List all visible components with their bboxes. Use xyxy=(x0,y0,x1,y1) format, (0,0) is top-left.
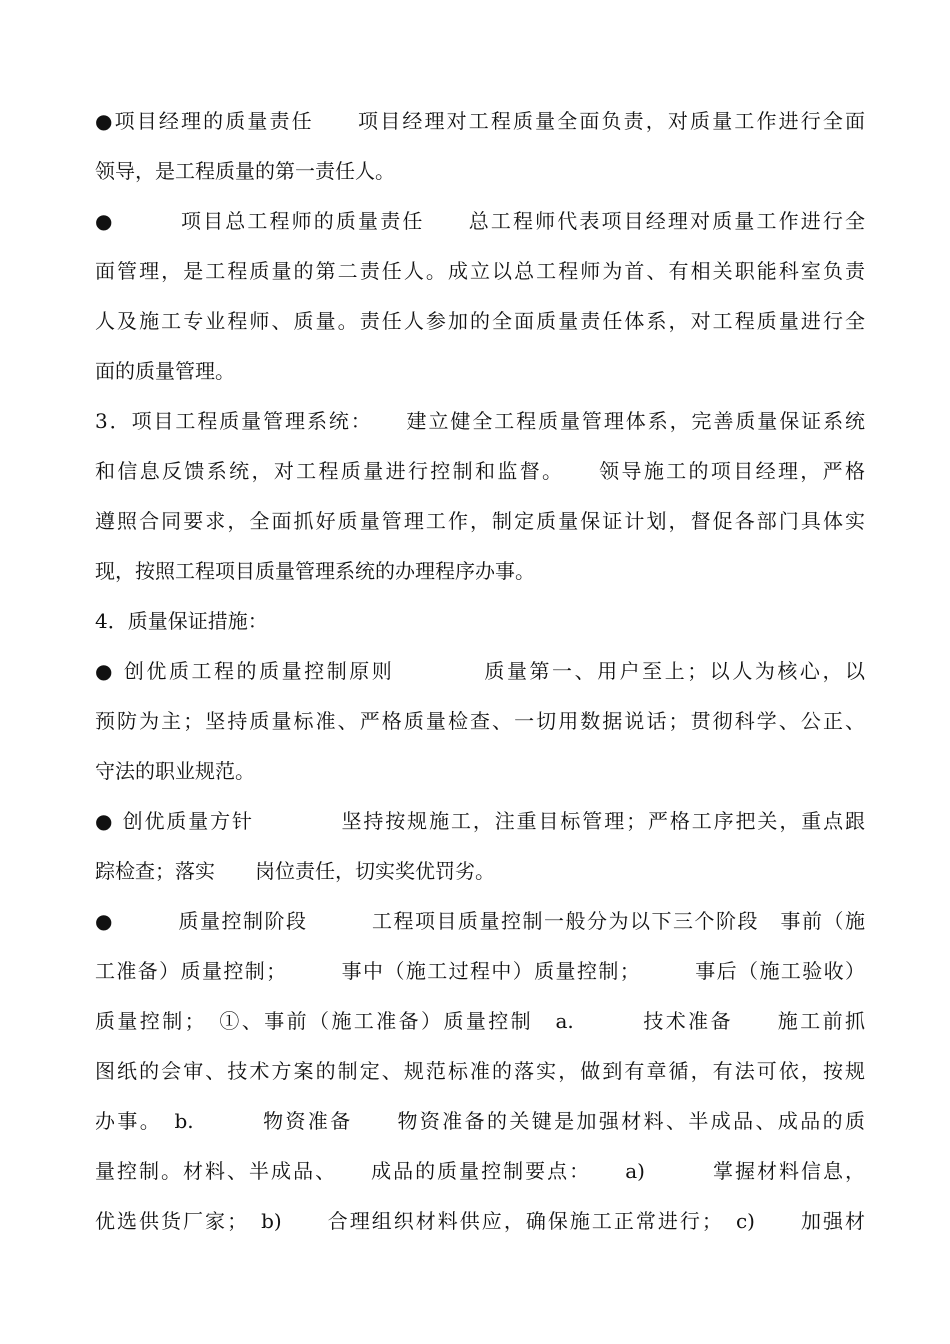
text-line: 4．质量保证措施： xyxy=(95,609,268,633)
text-line: 质量控制； ①、事前（施工准备）质量控制 a. 技术准备 施工前抓 xyxy=(95,1009,865,1033)
text-line: 踪检查；落实 岗位责任，切实奖优罚劣。 xyxy=(95,859,495,883)
text-line: 现，按照工程项目质量管理系统的办理程序办事。 xyxy=(95,559,535,583)
text-line: ● 创优质工程的质量控制原则 质量第一、用户至上；以人为核心，以 xyxy=(95,659,865,683)
text-line: 优选供货厂家； b) 合理组织材料供应，确保施工正常进行； c) 加强材 xyxy=(95,1209,865,1233)
text-line: 工准备）质量控制； 事中（施工过程中）质量控制； 事后（施工验收） xyxy=(95,959,865,983)
text-line: 面的质量管理。 xyxy=(95,359,235,383)
text-line: ● 创优质量方针 坚持按规施工，注重目标管理；严格工序把关，重点跟 xyxy=(95,809,865,833)
text-line: 面管理，是工程质量的第二责任人。成立以总工程师为首、有相关职能科室负责 xyxy=(95,259,865,283)
text-line: 量控制。材料、半成品、 成品的质量控制要点： a) 掌握材料信息， xyxy=(95,1159,865,1183)
text-line: 和信息反馈系统，对工程质量进行控制和监督。 领导施工的项目经理，严格 xyxy=(95,459,865,483)
text-line: ●项目经理的质量责任 项目经理对工程质量全面负责，对质量工作进行全面 xyxy=(95,109,865,133)
text-line: 预防为主；坚持质量标准、严格质量检查、一切用数据说话；贯彻科学、公正、 xyxy=(95,709,865,733)
text-line: 办事。 b. 物资准备 物资准备的关键是加强材料、半成品、成品的质 xyxy=(95,1109,865,1133)
text-line: 图纸的会审、技术方案的制定、规范标准的落实，做到有章循，有法可依，按规 xyxy=(95,1059,865,1083)
text-line: 3．项目工程质量管理系统： 建立健全工程质量管理体系，完善质量保证系统 xyxy=(95,409,865,433)
text-line: 守法的职业规范。 xyxy=(95,759,255,783)
text-line: 领导，是工程质量的第一责任人。 xyxy=(95,159,395,183)
text-line: ● 质量控制阶段 工程项目质量控制一般分为以下三个阶段 事前（施 xyxy=(95,909,865,933)
document-body xyxy=(95,96,865,1246)
text-line: 人及施工专业程师、质量。责任人参加的全面质量责任体系，对工程质量进行全 xyxy=(95,309,865,333)
text-line: ● 项目总工程师的质量责任 总工程师代表项目经理对质量工作进行全 xyxy=(95,209,865,233)
text-line: 遵照合同要求，全面抓好质量管理工作，制定质量保证计划，督促各部门具体实 xyxy=(95,509,865,533)
